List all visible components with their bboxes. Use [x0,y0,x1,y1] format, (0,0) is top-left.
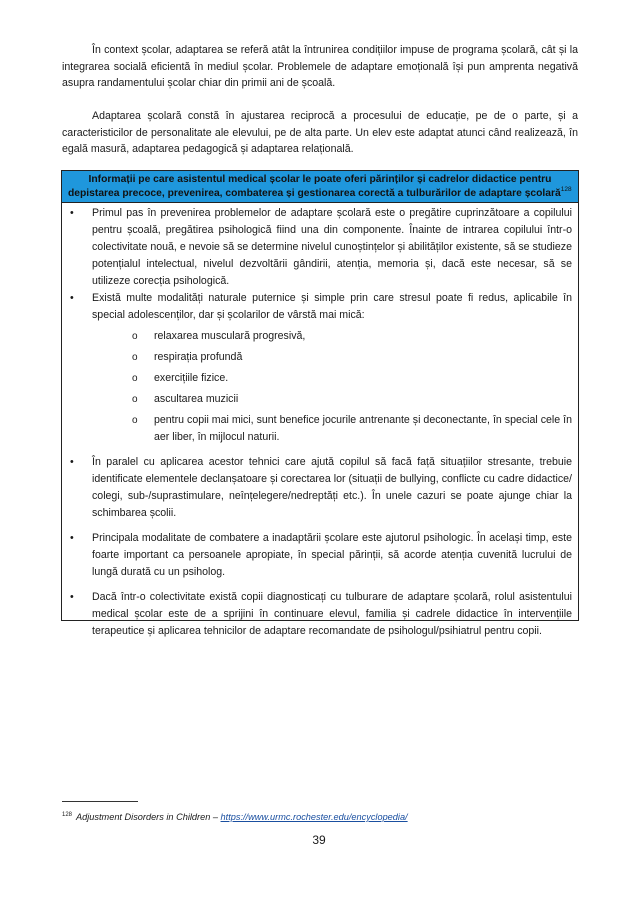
bullet-icon: • [70,207,74,219]
info-box-body [62,203,578,640]
intro-paragraph-2: Adaptarea școlară constă în ajustarea reciprocă a procesului de educație, pe de o parte, și a caracteristicilor de personalitate ale elevului, pe de alta parte. Un elev este adaptat atunci când realizează, în egală masură, adaptarea pedagogică și adaptarea relațională. [62,110,578,156]
footnote-link[interactable]: https://www.urmc.rochester.edu/encyclopedia/ [220,812,408,822]
sub-list-item [92,412,572,446]
sub-list [92,328,572,446]
footnote [62,809,408,823]
bullet-icon: • [70,292,74,304]
circle-bullet-icon: o [132,331,138,342]
bullet-icon: • [70,456,74,468]
info-box-title: Informații pe care asistentul medical școlar le poate oferi părinților și cadrelor didactice pentru depistarea precoce, prevenirea, combaterea și gestionarea corectă a tulburărilor de adaptare școlară [68,174,561,199]
list-item-text: Primul pas în prevenirea problemelor de adaptare școlară este o pregătire cuprinzătoare a copilului pentru școală, pregătirea psihologică fiind una din componente. Înainte de intrarea copilului într-o colectivitate nouă, e nevoie să se determine nivelul cunoștințelor și abilităților existente, să se studieze potențialul intelectual, nivelul dezvoltării gândirii, atenția, memoria și, dacă este necesar, să se utilizeze corecția psihologică. [92,207,572,287]
circle-bullet-icon: o [132,415,138,426]
list-item-text: Există multe modalități naturale puternice și simple prin care stresul poate fi redus, aplicabile în special adolescenților, dar și școlarilor de vârstă mai mică: [92,292,572,321]
page-number: 39 [312,833,326,847]
circle-bullet-icon: o [132,394,138,405]
list-item [68,530,572,581]
sub-list-item [92,370,572,387]
info-box-header [62,171,578,203]
list-item [68,454,572,522]
sub-list-item-text: ascultarea muzicii [154,393,239,405]
sub-list-item-text: relaxarea musculară progresivă, [154,330,306,342]
sub-list-item-text: respirația profundă [154,351,243,363]
footnote-ref[interactable]: 128 [560,186,572,193]
footnote-separator [62,801,138,802]
sub-list-item [92,328,572,345]
circle-bullet-icon: o [132,373,138,384]
intro-paragraph-1: În context școlar, adaptarea se referă atât la întrunirea condițiilor impuse de programa școlară, cât și la integrarea socială eficientă în mediul școlar. Problemele de adaptare emoțională își pun amprenta negativă asupra randamentului școlar chiar din primii ani de școală. [62,44,578,90]
sub-list-item-text: pentru copii mai mici, sunt benefice jocurile antrenante și deconectante, în special cele în aer liber, în mijlocul naturii. [154,414,572,443]
bullet-icon: • [70,532,74,544]
sub-list-item [92,391,572,408]
footnote-text: Adjustment Disorders in Children – [76,812,221,822]
list-item [68,589,572,640]
info-box [61,170,579,637]
bullet-list [68,205,572,640]
list-item [68,290,572,446]
list-item-text: Dacă într-o colectivitate există copii diagnosticați cu tulburare de adaptare școlară, rolul asistentului medical școlar este de a sprijini în continuare elevul, familia și cadrele didactice în intervențiile terapeutice și aplicarea tehnicilor de adaptare recomandate de psihologul/psihiatrul pentru copii. [92,591,572,637]
sub-list-item [92,349,572,366]
bullet-icon: • [70,591,74,603]
sub-list-item-text: exercițiile fizice. [154,372,229,384]
list-item-text: În paralel cu aplicarea acestor tehnici care ajută copilul să facă față situațiilor stresante, trebuie identificate elementele declanșatoare și corectarea lor (situații de bullying, conflicte cu cadre didactice/ colegi, sub-/suprastimulare, neînțelegere/nedreptăți etc.). În unele cazuri se poate ajunge chiar la schimbarea școlii. [92,456,572,519]
circle-bullet-icon: o [132,352,138,363]
list-item [68,205,572,290]
list-item-text: Principala modalitate de combatere a inadaptării școlare este ajutorul psihologic. În același timp, este foarte important ca persoanele apropiate, în special părinții, să acorde atenția cuvenită lucrului de lungă durată cu un psiholog. [92,532,572,578]
footnote-number: 128 [62,812,73,818]
